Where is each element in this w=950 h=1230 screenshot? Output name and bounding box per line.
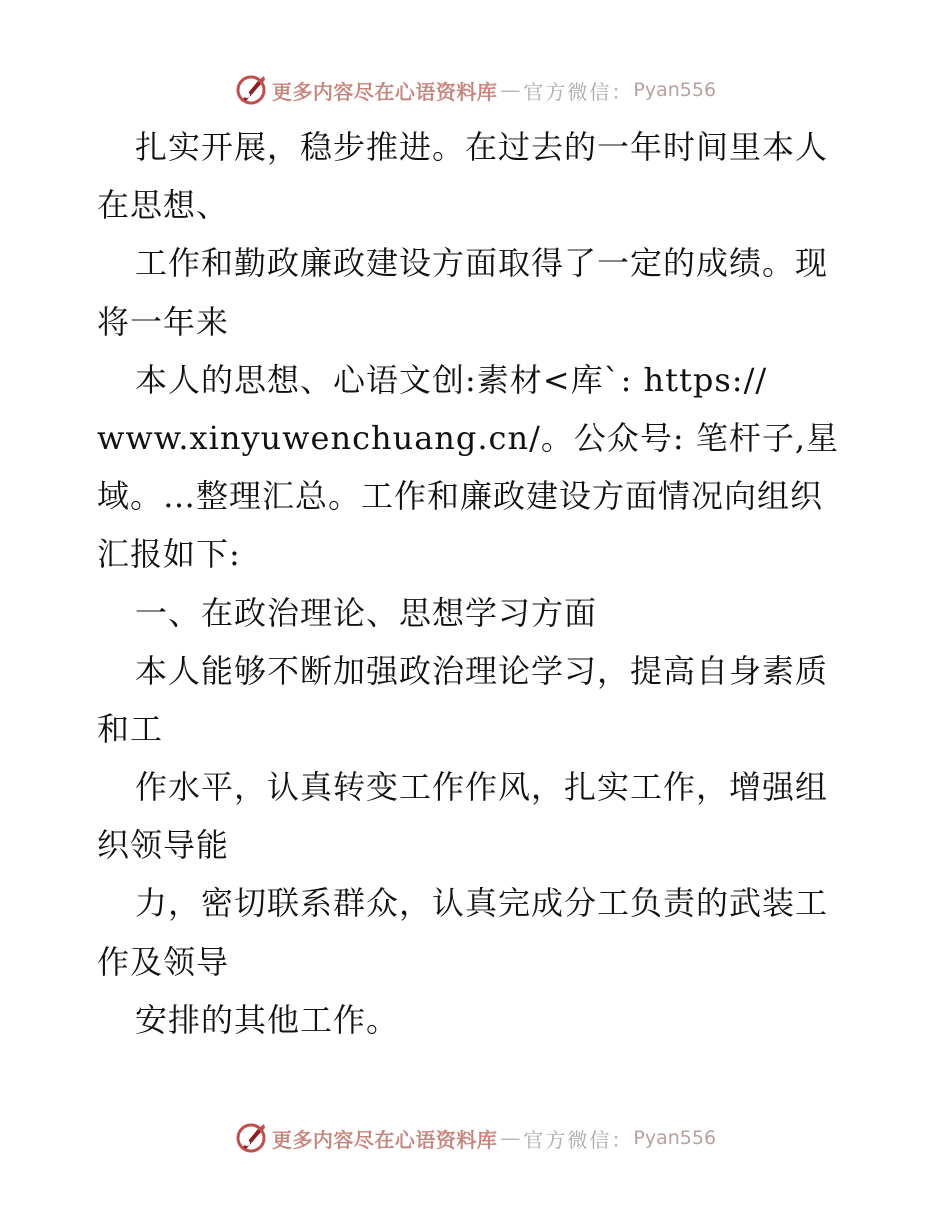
quill-logo-icon (234, 73, 268, 107)
watermark-dash: — (500, 1126, 521, 1150)
watermark-wechat-label: 官方微信： (523, 1127, 634, 1152)
body-line: 本人能够不断加强政治理论学习，提高自身素质 (135, 651, 829, 690)
body-line: 在思想、 (97, 186, 230, 225)
body-line: 域。…整理汇总。工作和廉政建设方面情况向组织 (97, 477, 824, 516)
header-watermark (0, 70, 950, 110)
body-line: 将一年来 (97, 302, 230, 341)
body-line: 织领导能 (97, 826, 230, 865)
footer-watermark (0, 1118, 950, 1158)
quill-logo-icon (234, 1121, 268, 1155)
body-line: 本人的思想、心语文创:素材<库`: https:// (135, 360, 768, 399)
watermark-wechat-id: Pyan556 (633, 1127, 717, 1149)
body-line: 一、在政治理论、思想学习方面 (135, 593, 598, 632)
body-line: 和工 (97, 709, 164, 748)
body-line: 作水平，认真转变工作作风，扎实工作，增强组 (135, 768, 829, 807)
watermark-dash: — (500, 78, 521, 102)
watermark-wechat-label: 官方微信： (523, 79, 634, 104)
body-line: 工作和勤政廉政建设方面取得了一定的成绩。现 (135, 244, 829, 283)
body-line: 作及领导 (97, 942, 230, 981)
watermark-text: 更多内容尽在心语资料库 (271, 79, 498, 104)
watermark-text: 更多内容尽在心语资料库 (271, 1127, 498, 1152)
body-line: 汇报如下: (97, 535, 241, 574)
body-line: 力，密切联系群众，认真完成分工负责的武装工 (135, 884, 829, 923)
document-body (97, 118, 857, 1049)
body-line: 扎实开展，稳步推进。在过去的一年时间里本人 (135, 128, 829, 166)
watermark-wechat-id: Pyan556 (633, 79, 717, 101)
body-line: 安排的其他工作。 (135, 1000, 400, 1039)
body-line: www.xinyuwenchuang.cn/。公众号: 笔杆子,星 (97, 418, 839, 457)
